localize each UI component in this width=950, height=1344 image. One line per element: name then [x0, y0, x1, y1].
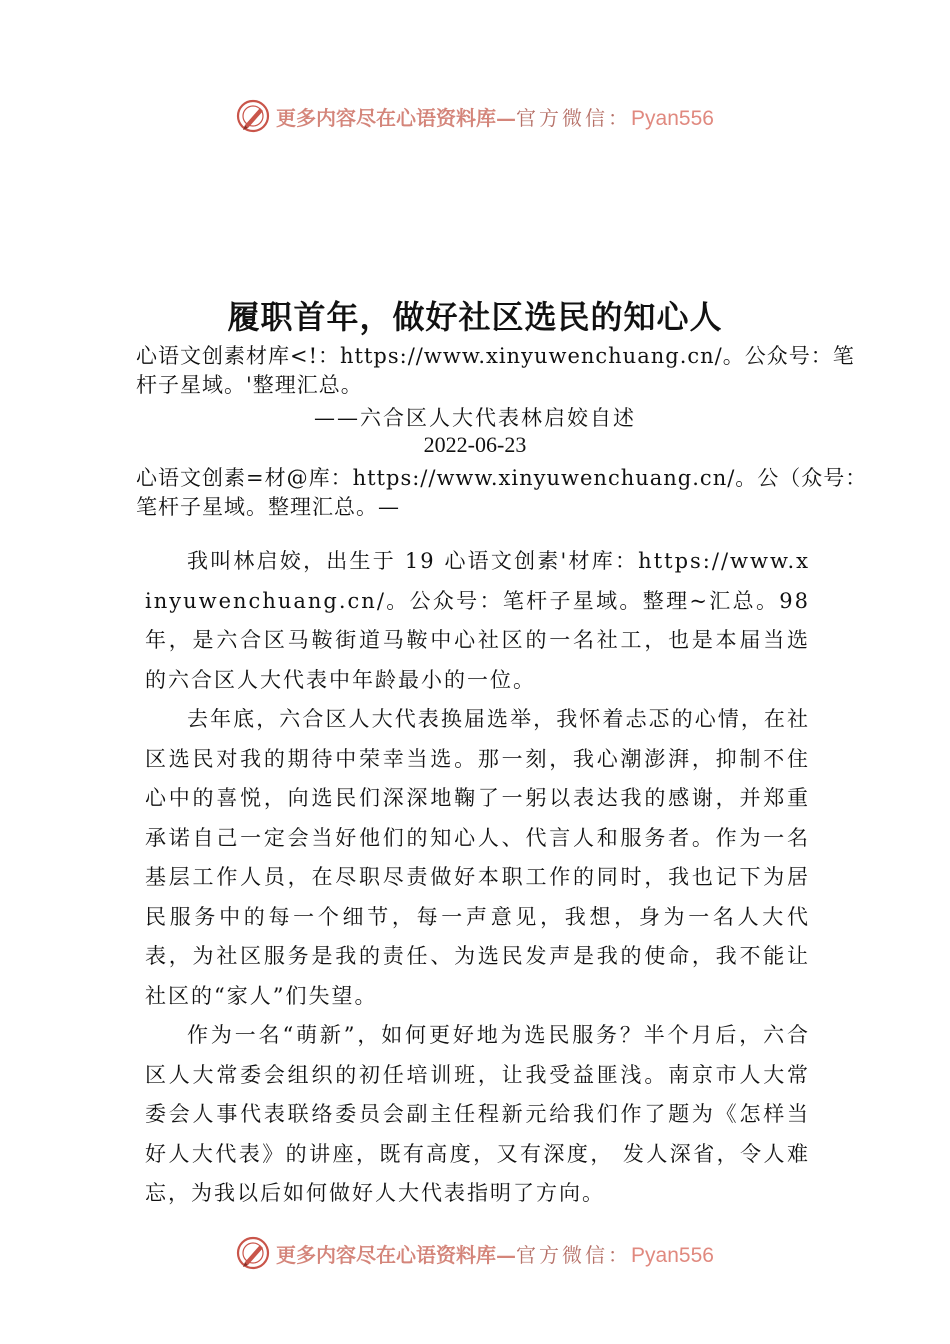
- source-note-1: 心语文创素材库<!：https://www.xinyuwenchuang.cn/。公众号：笔杆子星域。'整理汇总。: [136, 344, 855, 397]
- document-subtitle: ——六合区人大代表林启姣自述: [314, 406, 636, 430]
- banner-main-text: 更多内容尽在心语资料库—: [276, 105, 517, 130]
- banner-wechat-id: Pyan556: [631, 1243, 714, 1267]
- header-banner: [0, 96, 950, 136]
- banner-wechat-label: 官方微信：: [516, 105, 632, 130]
- document-date: 2022-06-23: [423, 432, 527, 457]
- body-paragraph: 作为一名“萌新”，如何更好地为选民服务？半个月后，六合区人大常委会组织的初任培训班，让我受益匪浅。南京市人大常委会人事代表联络委员会副主任程新元给我们作了题为《怎样当好人大代表》的讲座，既有高度，又有深度， 发人深省，令人难忘，为我以后如何做好人大代表指明了方向。: [145, 1023, 810, 1205]
- banner-wechat-id: Pyan556: [631, 106, 714, 130]
- pen-logo-icon: [236, 99, 270, 133]
- document-body: [145, 542, 810, 1214]
- body-paragraph: 我叫林启姣，出生于 19 心语文创素'材库：https://www.xinyuwenchuang.cn/。公众号：笔杆子星域。整理~汇总。98 年，是六合区马鞍街道马鞍中心社区的一名社工，也是本届当选的六合区人大代表中年龄最小的一位。: [145, 549, 810, 692]
- pen-logo-icon: [236, 1236, 270, 1270]
- banner-text: [276, 102, 714, 131]
- document-title: 履职首年，做好社区选民的知心人: [227, 298, 723, 336]
- banner-text: [276, 1239, 714, 1268]
- source-note-2: 心语文创素=材@库：https://www.xinyuwenchuang.cn/。公（众号：笔杆子星域。整理汇总。—: [136, 466, 868, 519]
- banner-wechat-label: 官方微信：: [516, 1242, 632, 1267]
- footer-banner: [0, 1233, 950, 1273]
- body-paragraph: 去年底，六合区人大代表换届选举，我怀着忐忑的心情，在社区选民对我的期待中荣幸当选。那一刻，我心潮澎湃，抑制不住心中的喜悦，向选民们深深地鞠了一躬以表达我的感谢，并郑重承诺自己一定会当好他们的知心人、代言人和服务者。作为一名基层工作人员，在尽职尽责做好本职工作的同时，我也记下为居民服务中的每一个细节，每一声意见，我想，身为一名人大代表，为社区服务是我的责任、为选民发声是我的使命，我不能让社区的“家人”们失望。: [145, 707, 810, 1008]
- banner-main-text: 更多内容尽在心语资料库—: [276, 1242, 517, 1267]
